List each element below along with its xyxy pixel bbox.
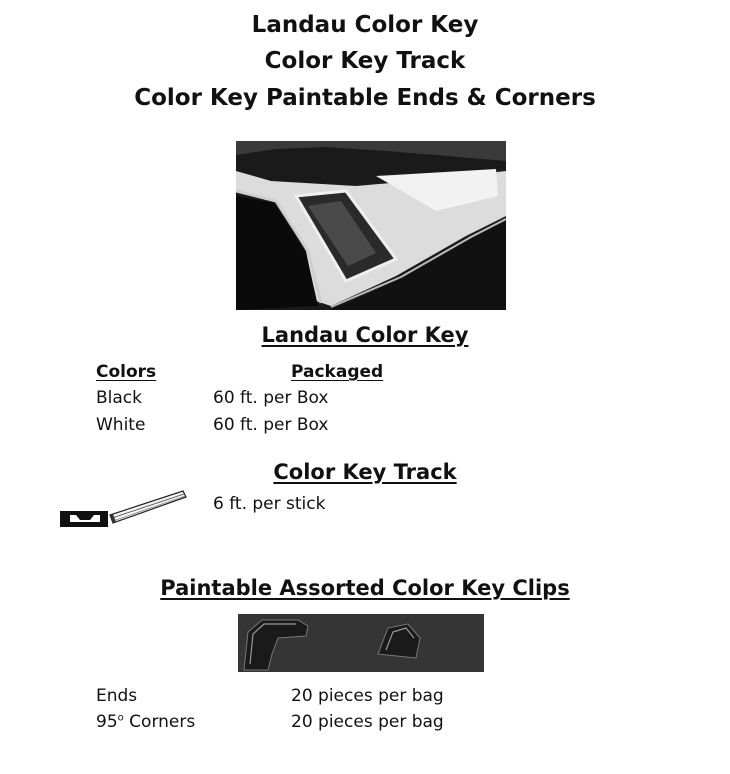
corner-label: Corners (123, 712, 196, 732)
packaged-cell-white: 60 ft. per Box (213, 415, 329, 435)
doc-title-line-1: Landau Color Key (251, 12, 479, 38)
section-heading-color-key-track: Color Key Track (273, 460, 457, 484)
doc-title-line-3: Color Key Paintable Ends & Corners (134, 85, 596, 111)
section-heading-landau-color-key: Landau Color Key (261, 323, 469, 347)
track-packaged: 6 ft. per stick (213, 494, 326, 514)
corner-angle-value: 95 (96, 712, 118, 732)
clip-item-corners (96, 712, 195, 732)
color-cell-black: Black (96, 388, 142, 408)
clip-packaged-ends: 20 pieces per bag (291, 686, 444, 706)
column-header-colors: Colors (96, 362, 157, 382)
clips-photo (238, 614, 484, 672)
clip-packaged-corners: 20 pieces per bag (291, 712, 444, 732)
color-cell-white: White (96, 415, 146, 435)
track-profile-illustration (58, 487, 190, 532)
doc-title-line-2: Color Key Track (264, 48, 466, 74)
column-header-packaged: Packaged (291, 362, 384, 382)
car-landau-photo (236, 141, 506, 310)
degree-symbol: o (117, 712, 124, 724)
packaged-cell-black: 60 ft. per Box (213, 388, 329, 408)
clip-item-ends: Ends (96, 686, 138, 706)
section-heading-color-key-clips: Paintable Assorted Color Key Clips (160, 576, 570, 600)
